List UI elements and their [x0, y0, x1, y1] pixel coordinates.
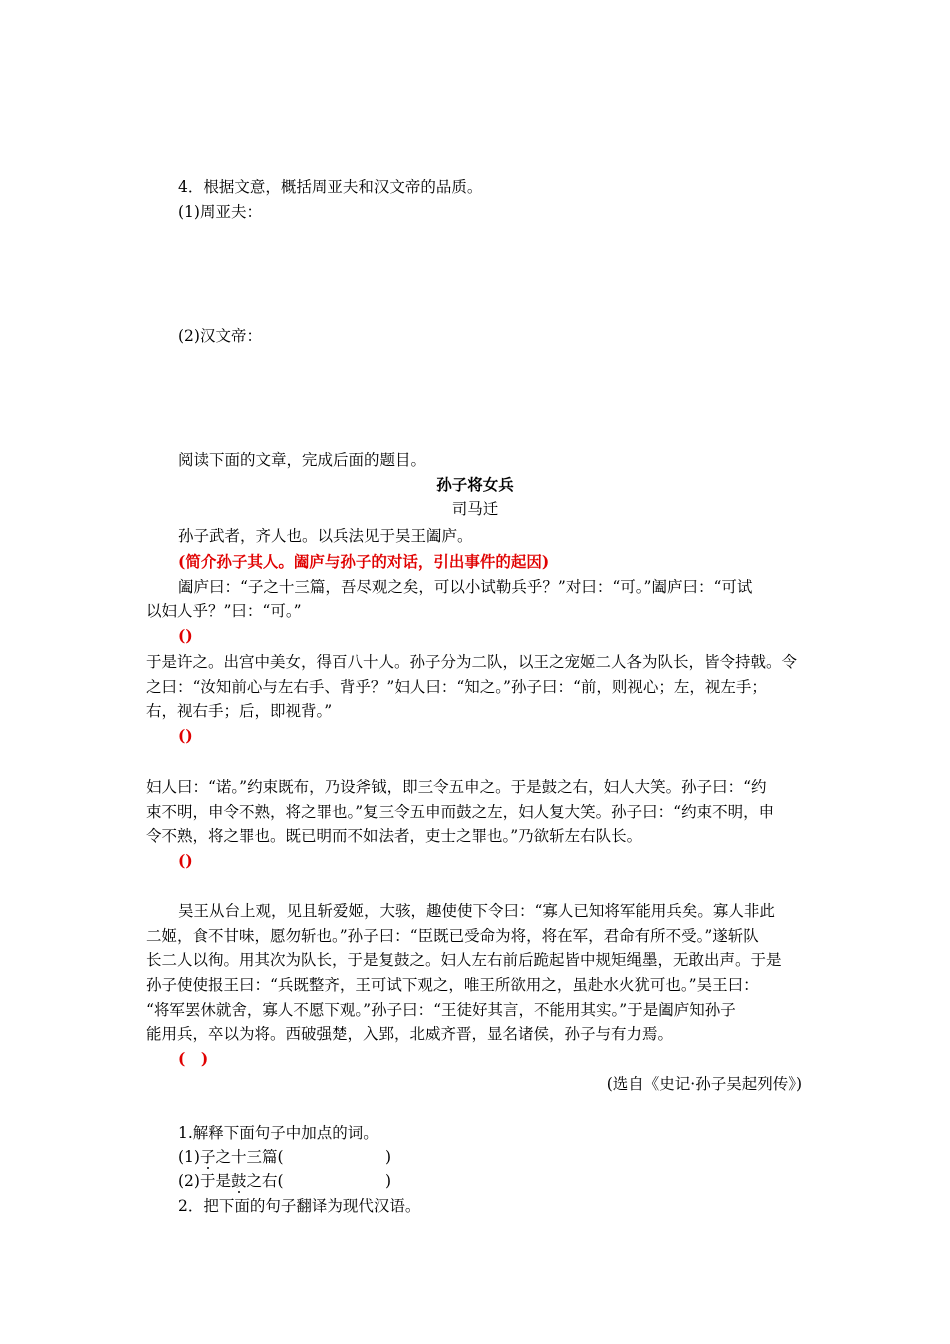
question-1a — [178, 1146, 284, 1168]
passage-paragraph-3-line-2: 之曰：“汝知前心与左右手、背乎？”妇人曰：“知之。”孙子曰：“前，则视心；左，视左手； — [146, 678, 767, 696]
question-4-sub2: (2)汉文帝： — [178, 327, 262, 345]
emphasis-dot-word-2: 鼓 — [230, 1172, 247, 1190]
question-1a-answer-close: ) — [385, 1148, 392, 1166]
passage-paragraph-3-line-1: 于是许之。出宫中美女，得百八十人。孙子分为二队，以王之宠姬二人各为队长，皆令持戟。令 — [146, 653, 798, 671]
reading-instruction: 阅读下面的文章，完成后面的题目。 — [178, 451, 427, 469]
question-2-prompt: 2．把下面的句子翻译为现代汉语。 — [178, 1197, 421, 1215]
passage-paragraph-5-line-2: 二姬，食不甘味，愿勿斩也。”孙子曰：“臣既已受命为将，将在军，君命有所不受。”遂斩队 — [146, 927, 759, 945]
passage-source: (选自《史记·孙子吴起列传》) — [606, 1075, 802, 1093]
annotation-note-5: ( ) — [178, 1049, 209, 1068]
question-4-prompt: 4．根据文意，概括周亚夫和汉文帝的品质。 — [178, 178, 483, 196]
passage-paragraph-4-line-3: 令不熟，将之罪也。既已明而不如法者，吏士之罪也。”乃欲斩左右队长。 — [146, 827, 643, 845]
passage-paragraph-4-line-1: 妇人曰：“诺。”约束既布，乃设斧钺，即三令五申之。于是鼓之右，妇人大笑。孙子曰：“约 — [146, 778, 767, 796]
question-1b-answer-close: ) — [385, 1172, 392, 1190]
question-1a-text: 之十三篇( — [215, 1148, 284, 1166]
question-1b — [178, 1170, 284, 1192]
passage-paragraph-2-line-2: 以妇人乎？”曰：“可。” — [146, 602, 302, 620]
annotation-note-4: () — [178, 851, 193, 870]
question-1a-number: (1) — [178, 1148, 200, 1166]
passage-paragraph-5-line-1: 吴王从台上观，见且斩爱姬，大骇，趣使使下令曰：“寡人已知将军能用兵矣。寡人非此 — [178, 902, 775, 920]
passage-title: 孙子将女兵 — [436, 476, 514, 494]
annotation-note-3: () — [178, 726, 193, 745]
passage-paragraph-5-line-4: 孙子使使报王曰：“兵既整齐，王可试下观之，唯王所欲用之，虽赴水火犹可也。”吴王曰： — [146, 976, 759, 994]
passage-paragraph-1: 孙子武者，齐人也。以兵法见于吴王阖庐。 — [178, 527, 473, 545]
passage-author: 司马迁 — [451, 500, 499, 518]
question-1b-text: 之右( — [246, 1172, 284, 1190]
question-1-prompt: 1.解释下面句子中加点的词。 — [178, 1124, 379, 1142]
question-4-sub1: (1)周亚夫： — [178, 203, 262, 221]
passage-paragraph-2-line-1: 阖庐曰：“子之十三篇，吾尽观之矣，可以小试勒兵乎？”对曰：“可。”阖庐曰：“可试 — [178, 578, 753, 596]
annotation-note-2: () — [178, 626, 193, 645]
question-1b-number: (2)于是 — [178, 1172, 231, 1190]
passage-paragraph-3-line-3: 右，视右手；后，即视背。” — [146, 702, 333, 720]
passage-paragraph-4-line-2: 束不明，申令不熟，将之罪也。”复三令五申而鼓之左，妇人复大笑。孙子曰：“约束不明，申 — [146, 803, 775, 821]
annotation-note-1: (简介孙子其人。阖庐与孙子的对话，引出事件的起因) — [178, 552, 550, 571]
emphasis-dot-word-1: 子 — [199, 1148, 216, 1166]
passage-paragraph-5-line-6: 能用兵，卒以为将。西破强楚，入郢，北威齐晋，显名诸侯，孙子与有力焉。 — [146, 1025, 674, 1043]
passage-paragraph-5-line-3: 长二人以徇。用其次为队长，于是复鼓之。妇人左右前后跪起皆中规矩绳墨，无敢出声。于是 — [146, 951, 782, 969]
passage-paragraph-5-line-5: “将军罢休就舍，寡人不愿下观。”孙子曰：“王徒好其言，不能用其实。”于是阖庐知孙子 — [146, 1001, 736, 1019]
